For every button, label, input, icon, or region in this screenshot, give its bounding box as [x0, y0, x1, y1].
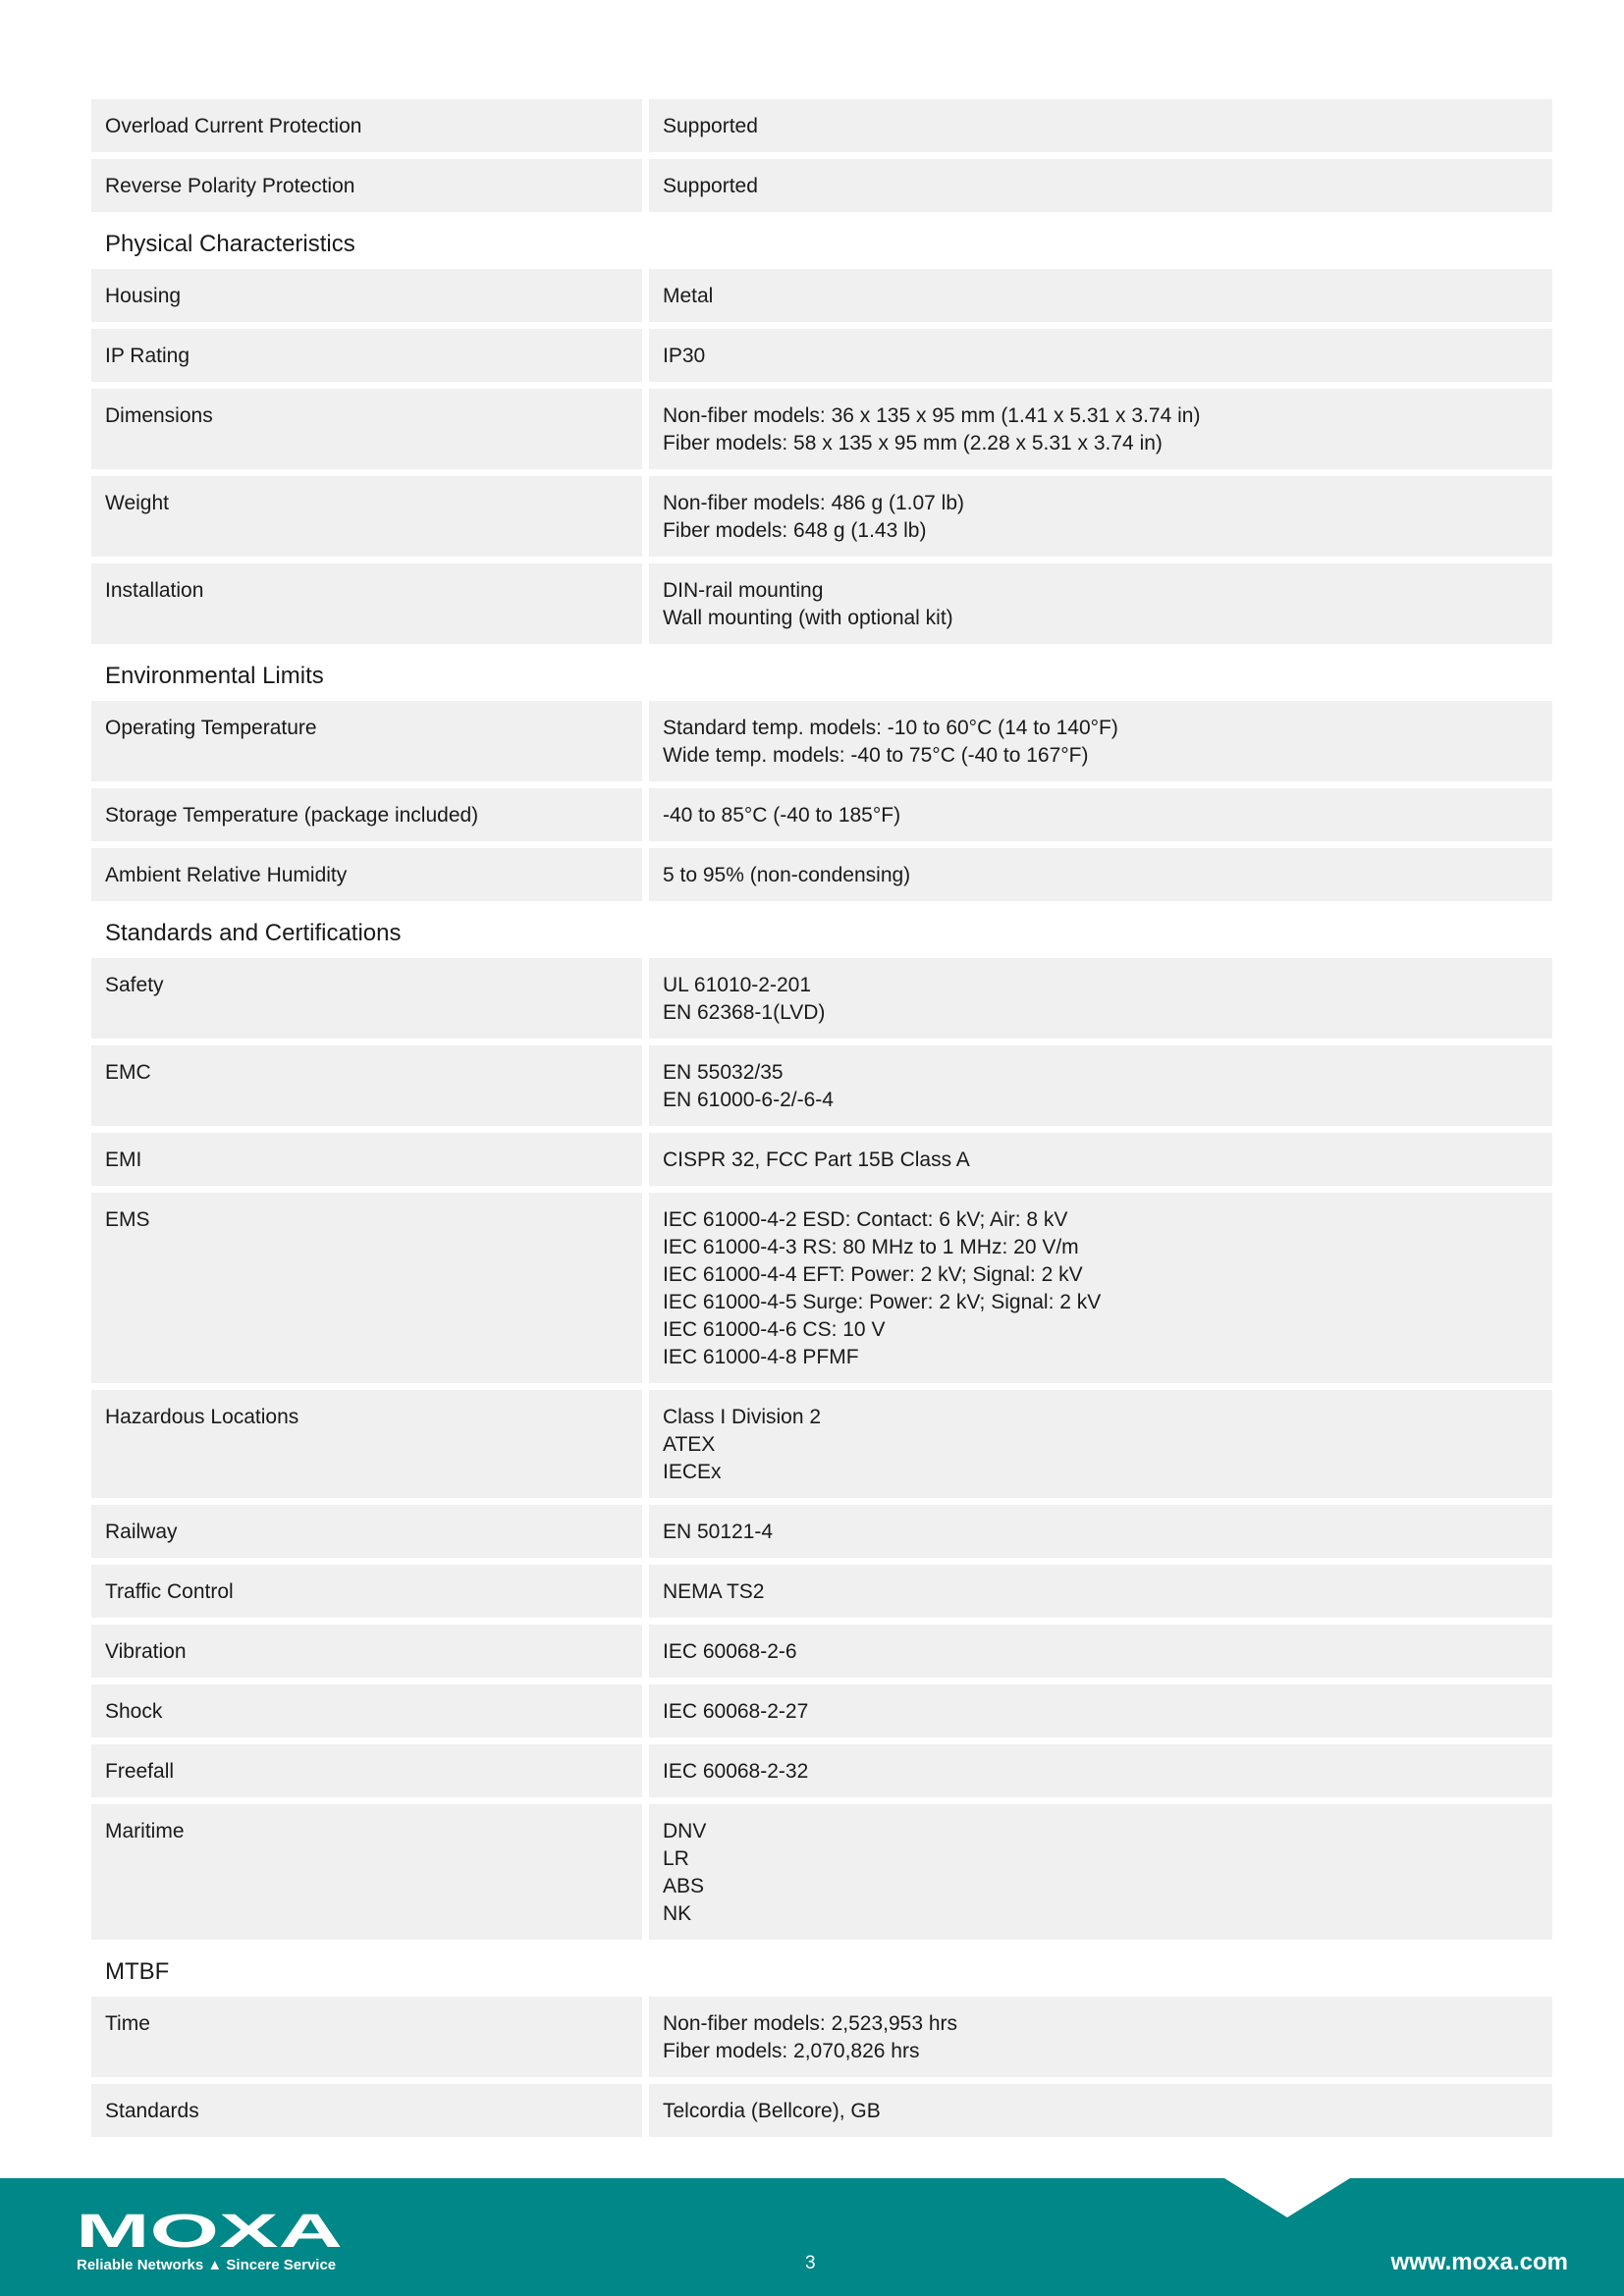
spec-value — [649, 1045, 1552, 1126]
spec-value-line: Fiber models: 58 x 135 x 95 mm (2.28 x 5.31 x 3.74 in) — [663, 432, 1163, 454]
spec-label: Dimensions — [91, 389, 642, 469]
spec-value — [649, 1133, 1552, 1186]
spec-value — [649, 563, 1552, 644]
spec-label: Storage Temperature (package included) — [91, 788, 642, 841]
spec-row — [91, 1684, 1552, 1737]
spec-label: Ambient Relative Humidity — [91, 848, 642, 901]
spec-row — [91, 1997, 1552, 2077]
spec-value-line: NEMA TS2 — [663, 1580, 765, 1603]
spec-label: EMC — [91, 1045, 642, 1126]
section-title: Environmental Limits — [105, 663, 324, 689]
spec-value — [649, 1744, 1552, 1797]
spec-value-line: LR — [663, 1847, 689, 1870]
spec-value-line: Metal — [663, 285, 714, 307]
spec-value-line: Non-fiber models: 36 x 135 x 95 mm (1.41 x 5.31 x 3.74 in) — [663, 404, 1201, 427]
logo-text: MOXA — [76, 2210, 343, 2253]
spec-value-line: ATEX — [663, 1433, 716, 1456]
spec-value — [649, 1565, 1552, 1618]
spec-value — [649, 2084, 1552, 2137]
spec-value-line: Non-fiber models: 2,523,953 hrs — [663, 2012, 957, 2035]
spec-label: Safety — [91, 958, 642, 1039]
spec-value — [649, 159, 1552, 212]
spec-value-line: IEC 60068-2-32 — [663, 1760, 809, 1783]
spec-value — [649, 701, 1552, 781]
spec-value — [649, 848, 1552, 901]
section-title: Standards and Certifications — [105, 920, 402, 946]
spec-value-line: Wide temp. models: -40 to 75°C (-40 to 167°F) — [663, 744, 1089, 767]
spec-value-line: EN 55032/35 — [663, 1061, 784, 1084]
moxa-logo — [76, 2210, 351, 2253]
spec-row — [91, 563, 1552, 644]
spec-value-line: -40 to 85°C (-40 to 185°F) — [663, 804, 901, 827]
spec-label: Time — [91, 1997, 642, 2077]
spec-label: Railway — [91, 1505, 642, 1558]
website-link[interactable]: www.moxa.com — [1390, 2249, 1568, 2275]
spec-value — [649, 1625, 1552, 1678]
spec-label: EMI — [91, 1133, 642, 1186]
spec-value — [649, 1804, 1552, 1940]
spec-value-line: IEC 61000-4-5 Surge: Power: 2 kV; Signal: 2 kV — [663, 1291, 1102, 1313]
section-title: MTBF — [105, 1958, 170, 1985]
spec-value — [649, 329, 1552, 382]
spec-value — [649, 1193, 1552, 1383]
spec-value — [649, 269, 1552, 322]
spec-value-line: EN 50121-4 — [663, 1521, 774, 1543]
spec-row — [91, 1625, 1552, 1678]
spec-value-line: DIN-rail mounting — [663, 579, 824, 602]
spec-label: Installation — [91, 563, 642, 644]
spec-label: Freefall — [91, 1744, 642, 1797]
spec-value — [649, 1684, 1552, 1737]
spec-row — [91, 1804, 1552, 1940]
spec-value-line: IEC 61000-4-3 RS: 80 MHz to 1 MHz: 20 V/m — [663, 1236, 1079, 1258]
spec-row — [91, 2084, 1552, 2137]
spec-value-line: Standard temp. models: -10 to 60°C (14 to 140°F) — [663, 717, 1118, 739]
spec-value-line: IECEx — [663, 1461, 722, 1483]
spec-value-line: IEC 61000-4-2 ESD: Contact: 6 kV; Air: 8 kV — [663, 1208, 1068, 1231]
spec-row — [91, 99, 1552, 152]
spec-value-line: Non-fiber models: 486 g (1.07 lb) — [663, 492, 964, 514]
spec-label: Traffic Control — [91, 1565, 642, 1618]
spec-value-line: IEC 60068-2-6 — [663, 1640, 797, 1663]
spec-value-line: UL 61010-2-201 — [663, 974, 811, 996]
spec-row — [91, 1744, 1552, 1797]
spec-value-line: IEC 61000-4-6 CS: 10 V — [663, 1318, 886, 1341]
spec-value-line: DNV — [663, 1820, 707, 1842]
spec-value-line: Wall mounting (with optional kit) — [663, 607, 953, 629]
spec-row — [91, 1505, 1552, 1558]
section-title: Physical Characteristics — [105, 231, 355, 257]
spec-label: Standards — [91, 2084, 642, 2137]
spec-value-line: Fiber models: 2,070,826 hrs — [663, 2040, 920, 2062]
spec-value-line: Class I Division 2 — [663, 1406, 822, 1428]
spec-value — [649, 958, 1552, 1039]
spec-value — [649, 389, 1552, 469]
spec-label: IP Rating — [91, 329, 642, 382]
spec-row — [91, 1045, 1552, 1126]
spec-value — [649, 1997, 1552, 2077]
spec-value-line: Fiber models: 648 g (1.43 lb) — [663, 519, 927, 542]
spec-label: EMS — [91, 1193, 642, 1383]
spec-label: Overload Current Protection — [91, 99, 642, 152]
spec-value — [649, 99, 1552, 152]
spec-label: Vibration — [91, 1625, 642, 1678]
spec-label: Shock — [91, 1684, 642, 1737]
spec-row — [91, 1565, 1552, 1618]
spec-table — [91, 99, 1552, 2144]
spec-label: Weight — [91, 476, 642, 557]
spec-row — [91, 1133, 1552, 1186]
spec-row — [91, 329, 1552, 382]
spec-value-line: NK — [663, 1902, 692, 1925]
spec-row — [91, 1390, 1552, 1498]
spec-value-line: Supported — [663, 115, 758, 137]
spec-value-line: EN 61000-6-2/-6-4 — [663, 1089, 834, 1111]
page-number: 3 — [805, 2253, 816, 2273]
spec-row — [91, 701, 1552, 781]
spec-value-line: EN 62368-1(LVD) — [663, 1001, 826, 1024]
spec-value-line: Telcordia (Bellcore), GB — [663, 2100, 881, 2122]
spec-label: Housing — [91, 269, 642, 322]
spec-value-line: 5 to 95% (non-condensing) — [663, 864, 911, 886]
spec-label: Maritime — [91, 1804, 642, 1940]
spec-row — [91, 476, 1552, 557]
spec-label: Operating Temperature — [91, 701, 642, 781]
spec-row — [91, 848, 1552, 901]
spec-row — [91, 159, 1552, 212]
spec-value-line: Supported — [663, 175, 758, 197]
spec-row — [91, 788, 1552, 841]
spec-label: Hazardous Locations — [91, 1390, 642, 1498]
spec-value — [649, 476, 1552, 557]
page-footer — [0, 2178, 1624, 2296]
spec-value — [649, 1390, 1552, 1498]
spec-row — [91, 269, 1552, 322]
spec-value-line: IEC 61000-4-4 EFT: Power: 2 kV; Signal: 2 kV — [663, 1263, 1083, 1286]
spec-value-line: IEC 60068-2-27 — [663, 1700, 809, 1723]
spec-row — [91, 1193, 1552, 1383]
spec-value-line: IEC 61000-4-8 PFMF — [663, 1346, 859, 1368]
spec-value-line: CISPR 32, FCC Part 15B Class A — [663, 1148, 970, 1171]
spec-value — [649, 788, 1552, 841]
spec-row — [91, 389, 1552, 469]
footer-notch — [1224, 2178, 1350, 2217]
spec-label: Reverse Polarity Protection — [91, 159, 642, 212]
spec-value — [649, 1505, 1552, 1558]
footer-tagline: Reliable Networks ▲ Sincere Service — [77, 2257, 337, 2273]
spec-value-line: IP30 — [663, 345, 706, 367]
spec-value-line: ABS — [663, 1875, 705, 1897]
spec-row — [91, 958, 1552, 1039]
